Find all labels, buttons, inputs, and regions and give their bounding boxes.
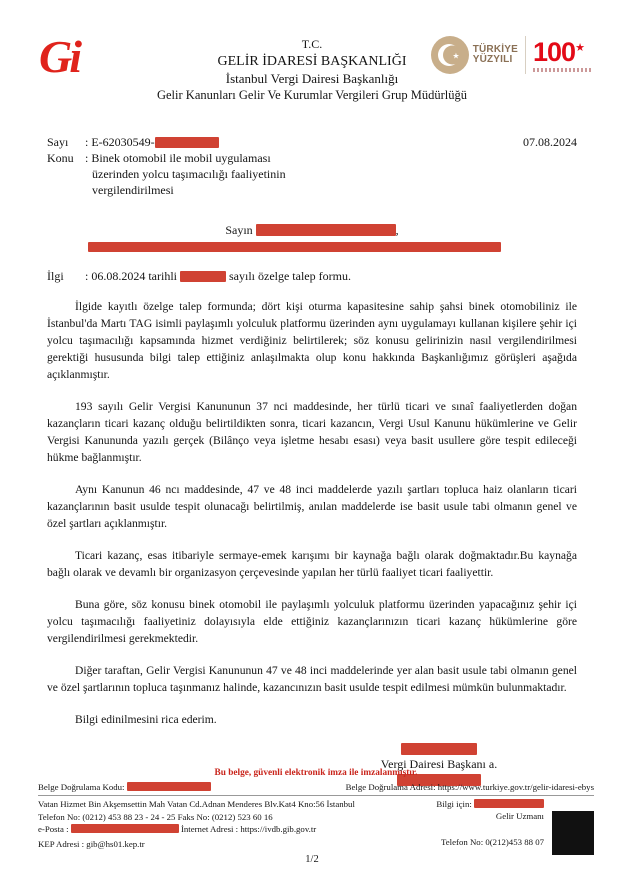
signer-title: Vergi Dairesi Başkanı a.: [380, 757, 498, 771]
crescent-star-icon: [431, 36, 469, 74]
logo-divider: [525, 36, 526, 74]
konu-value: : Binek otomobil ile mobil uygulaması üzerinden yolcu taşımacılığı faaliyetinin vergilendirilmesi: [85, 151, 286, 197]
page-number: 1/2: [305, 854, 319, 865]
esign-notice: Bu belge, güvenli elektronik imza ile imzalanmıştır.: [214, 768, 418, 778]
document-meta: [47, 134, 577, 198]
footer-right-column: [404, 799, 594, 851]
contact-info: Bilgi için:: [404, 799, 544, 811]
contact-phone: Telefon No: 0(212)453 88 07: [441, 837, 544, 847]
star-icon: ★: [575, 41, 585, 54]
right-logos: [431, 36, 591, 74]
letterhead: [39, 31, 585, 116]
konu-row: [47, 150, 577, 198]
office-address: Vatan Hizmet Bin Akşemsettin Mah Vatan Cd.Adnan Menderes Blv.Kat4 Kno:56 İstanbul: [38, 799, 355, 809]
closing-line: Bilgi edinilmesini rica ederim.: [75, 713, 217, 726]
logo-100-caption: [533, 68, 591, 72]
document-date: 07.08.2024: [523, 135, 577, 149]
paragraph: 193 sayılı Gelir Vergisi Kanununun 37 nci maddesinde, her türlü ticari ve sınaî faaliyetlerden doğan kazançların ticari kazanç olduğu belirtildikten sonra, ticari kazancın, Vergi Usul Kanunu hükümlerine ve Gelir Vergisi Kanununda yazılı gerçek (Bilânço veya işletme hesabı esası) veya basit usullere göre tespit edileceği hükme bağlanmıştır.: [47, 400, 577, 464]
svg-text:★: ★: [452, 51, 460, 61]
verification-row: [38, 782, 594, 797]
paragraph: Diğer taraftan, Gelir Vergisi Kanununun 47 ve 48 inci maddelerinde yer alan basit usule tabi olmanın genel ve özel şartlarının topluca taşınmanız halinde, kazancınızın basit usulde tespit edilmesi mümkün bulunmaktadır.: [47, 664, 577, 694]
redaction-bar: [88, 242, 501, 252]
letter-body: [47, 298, 577, 728]
redaction-box: [180, 271, 226, 282]
turkiye-yuzyili-logo: [431, 36, 518, 74]
paragraph: Aynı Kanunun 46 ncı maddesinde, 47 ve 48 inci maddelerde yazılı şartları topluca haiz olanların ticari kazançlarının basit usulde tespit olunacağı belirtilmiş, anılan maddelerde ise basit usule tabi olmanın genel ve özel şartları açıklanmıştır.: [47, 483, 577, 530]
salutation: Sayın: [225, 223, 253, 237]
footer-columns: [38, 796, 594, 851]
office-kep: KEP Adresi : gib@hs01.kep.tr: [38, 838, 145, 849]
paragraph: İlgide kayıtlı özelge talep formunda; dört kişi oturma kapasitesine sahip şahsi binek otomobiliniz ile İstanbul'da Martı TAG isimli paylaşımlı yolculuk platformu üzerinden aynı uygulamayı kullanan kişilere şehir içi yolcu taşımacılığı kapsamında hizmet verdiğiniz belirtilerek; söz konusu gelirinizin nasıl vergilendirilmesi gerektiği hususunda bilgi talep ettiğiniz anlaşılmakta olup konu hakkında Başkanlığımız görüşleri aşağıda açıklanmıştır.: [47, 300, 577, 381]
verification-code: Belge Doğrulama Kodu:: [38, 782, 211, 794]
100th-anniversary-logo: [533, 36, 591, 72]
turkiye-yuzyili-text: TÜRKİYE YÜZYILI: [472, 44, 518, 65]
paragraph: Buna göre, söz konusu binek otomobil ile paylaşımlı yolculuk platformu üzerinden yapacağınız şehir içi yolcu taşımacılığı faaliyetiniz dolayısıyla elde ettiğiniz kazançlarınızın ticari kazanç hükümlerine göre vergilendirilmesi gerekmektedir.: [47, 598, 577, 645]
title-organization: GELİR İDARESİ BAŞKANLIĞI: [217, 54, 407, 69]
footer: [38, 768, 594, 851]
ilgi-value: : 06.08.2024 tarihli sayılı özelge talep formu.: [85, 269, 351, 283]
title-department: İstanbul Vergi Dairesi Başkanlığı: [225, 71, 399, 86]
title-unit: Gelir Kanunları Gelir Ve Kurumlar Vergileri Grup Müdürlüğü: [156, 88, 467, 102]
konu-label: Konu: [47, 151, 74, 165]
verification-address: Belge Doğrulama Adresi: https://www.turkiye.gov.tr/gelir-idaresi-ebys: [345, 781, 594, 792]
ilgi-label: İlgi: [47, 269, 64, 283]
sayi-row: [47, 134, 577, 150]
black-redaction-box: [552, 811, 594, 855]
sayi-value: : E-62030549-: [85, 134, 219, 150]
redaction-box: [127, 782, 211, 791]
title-tc: T.C.: [301, 37, 323, 51]
redaction-box: [474, 799, 544, 808]
paragraph: Ticari kazanç, esas itibariyle sermaye-emek karışımı bir kaynağa bağlı olarak doğmaktadır.Bu kaynağa bağlı olarak ve devamlı bir organizasyon çerçevesinde yapılan her türlü faaliyet ticari faaliyettir.: [47, 549, 577, 579]
ilgi-row: [47, 269, 577, 284]
gib-logo: Gi: [39, 31, 79, 82]
logo-100-number: 100: [533, 36, 576, 67]
redaction-box: [71, 824, 179, 833]
redaction-box: [155, 137, 219, 148]
redaction-box: [401, 743, 477, 755]
contact-role: Gelir Uzmanı: [495, 810, 544, 821]
sayi-label: Sayı: [47, 135, 69, 149]
office-email-internet: e-Posta : İnternet Adresi : https://ivdb.gib.gov.tr: [38, 824, 317, 834]
redaction-box: [256, 224, 396, 236]
footer-left-column: [38, 799, 390, 851]
office-phone-fax: Telefon No: (0212) 453 88 23 - 24 - 25 Faks No: (0212) 523 60 16: [38, 811, 273, 822]
recipient-block: Sayın ,: [47, 223, 577, 252]
